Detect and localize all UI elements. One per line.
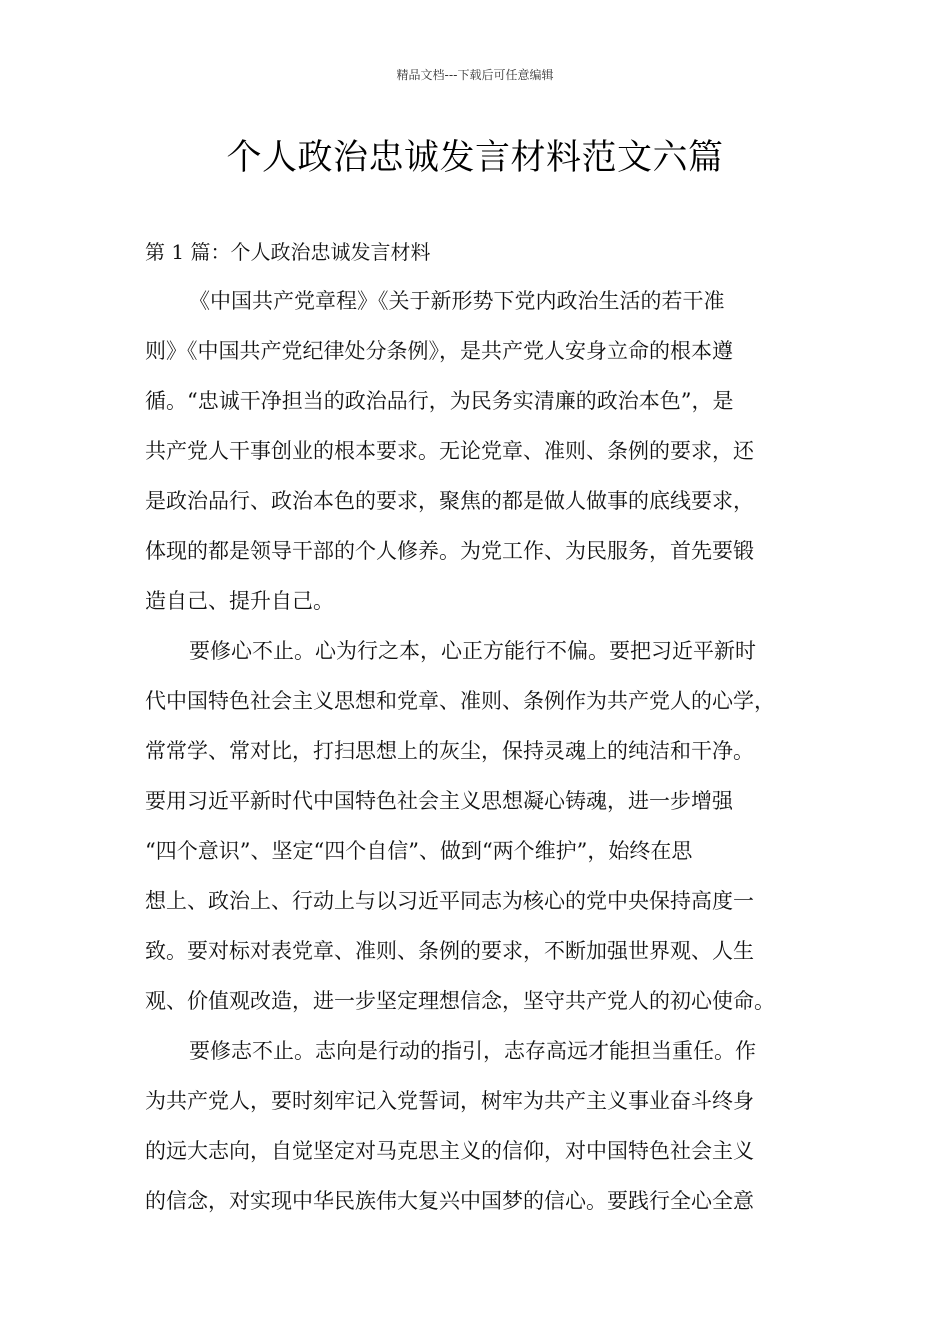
text-line: 致。要对标对表党章、准则、条例的要求，不断加强世界观、人生	[145, 939, 754, 963]
text-line: 的信念，对实现中华民族伟大复兴中国梦的信心。要践行全心全意	[145, 1189, 754, 1213]
text-line: 代中国特色社会主义思想和党章、准则、条例作为共产党人的心学，	[145, 689, 775, 713]
text-line: 则》《中国共产党纪律处分条例》，是共产党人安身立命的根本遵	[145, 339, 733, 363]
text-line: 常常学、常对比，打扫思想上的灰尘，保持灵魂上的纯洁和干净。	[145, 739, 754, 763]
text-line: 是政治品行、政治本色的要求，聚焦的都是做人做事的底线要求，	[145, 489, 754, 513]
text-line: 要用习近平新时代中国特色社会主义思想凝心铸魂，进一步增强	[145, 789, 733, 813]
section-heading: 第 1 篇：个人政治忠诚发言材料	[145, 240, 431, 264]
text-line: 《中国共产党章程》《关于新形势下党内政治生活的若干准	[189, 289, 725, 313]
text-line: 要修志不止。志向是行动的指引，志存高远才能担当重任。作	[189, 1039, 756, 1063]
text-line: 观、价值观改造，进一步坚定理想信念，坚守共产党人的初心使命。	[145, 989, 775, 1013]
text-line: 的远大志向，自觉坚定对马克思主义的信仰，对中国特色社会主义	[145, 1139, 754, 1163]
text-line: 想上、政治上、行动上与以习近平同志为核心的党中央保持高度一	[145, 889, 754, 913]
header-note: 精品文档---下载后可任意编辑	[396, 68, 554, 82]
text-line: 共产党人干事创业的根本要求。无论党章、准则、条例的要求，还	[145, 439, 754, 463]
text-line: 体现的都是领导干部的个人修养。为党工作、为民服务，首先要锻	[145, 539, 754, 563]
text-line: 造自己、提升自己。	[145, 589, 334, 613]
text-line: 要修心不止。心为行之本，心正方能行不偏。要把习近平新时	[189, 639, 756, 663]
text-line: “四个意识”、坚定“四个自信”、做到“两个维护”，始终在思	[145, 839, 693, 863]
text-line: 循。“忠诚干净担当的政治品行，为民务实清廉的政治本色”，是	[145, 389, 734, 413]
body-text	[145, 283, 825, 1233]
document-title: 个人政治忠诚发言材料范文六篇	[226, 138, 724, 178]
text-line: 为共产党人，要时刻牢记入党誓词，树牢为共产主义事业奋斗终身	[145, 1089, 754, 1113]
